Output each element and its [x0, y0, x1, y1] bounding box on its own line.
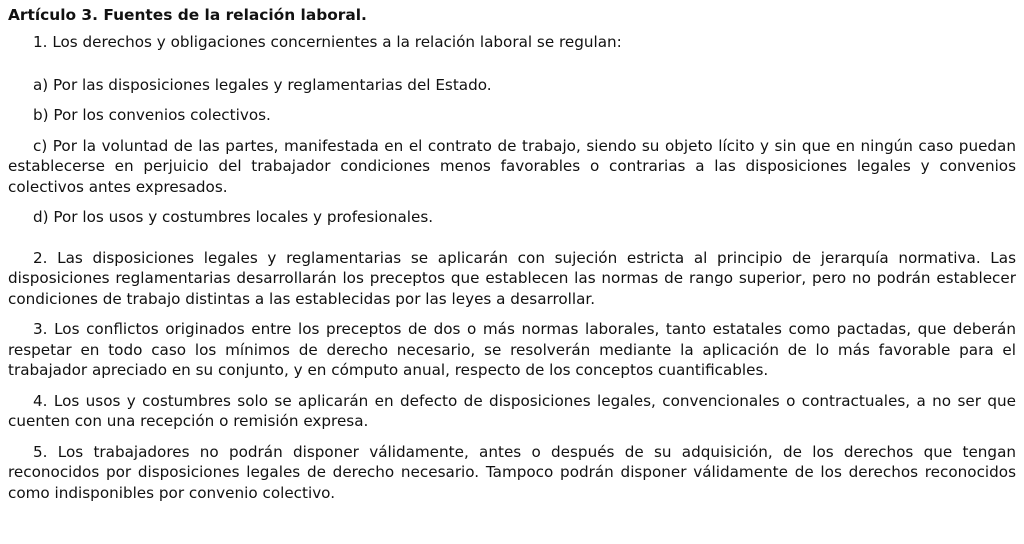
- paragraph-1a: a) Por las disposiciones legales y reglamentarias del Estado.: [33, 75, 492, 94]
- paragraph-1c: c) Por la voluntad de las partes, manifestada en el contrato de trabajo, siendo su objeto lícito y sin que en ningún caso puedan establecerse en perjuicio del trabajador condiciones menos favorables o contrarias a las disposiciones legales y convenios colectivos antes expresados.: [8, 136, 1016, 196]
- paragraph-2: 2. Las disposiciones legales y reglamentarias se aplicarán con sujeción estricta al principio de jerarquía normativa. Las disposiciones reglamentarias desarrollarán los preceptos que establecen las normas de rango superior, pero no podrán establecer condiciones de trabajo distintas a las establecidas por las leyes a desarrollar.: [8, 248, 1016, 308]
- paragraph-5: 5. Los trabajadores no podrán disponer válidamente, antes o después de su adquisición, de los derechos que tengan reconocidos por disposiciones legales de derecho necesario. Tampoco podrán disponer válidamente de los derechos reconocidos como indisponibles por convenio colectivo.: [8, 442, 1016, 502]
- paragraph-4: 4. Los usos y costumbres solo se aplicarán en defecto de disposiciones legales, convencionales o contractuales, a no ser que cuenten con una recepción o remisión expresa.: [8, 391, 1016, 430]
- paragraph-3: 3. Los conflictos originados entre los preceptos de dos o más normas laborales, tanto estatales como pactadas, que deberán respetar en todo caso los mínimos de derecho necesario, se resolverán mediante la aplicación de lo más favorable para el trabajador apreciado en su conjunto, y en cómputo anual, respecto de los conceptos cuantificables.: [8, 320, 1016, 379]
- paragraph-1: 1. Los derechos y obligaciones concernientes a la relación laboral se regulan:: [33, 33, 622, 51]
- paragraph-1b: b) Por los convenios colectivos.: [33, 106, 271, 124]
- paragraph-1d: d) Por los usos y costumbres locales y profesionales.: [33, 208, 434, 226]
- article-title: Artículo 3. Fuentes de la relación laboral.: [8, 6, 367, 24]
